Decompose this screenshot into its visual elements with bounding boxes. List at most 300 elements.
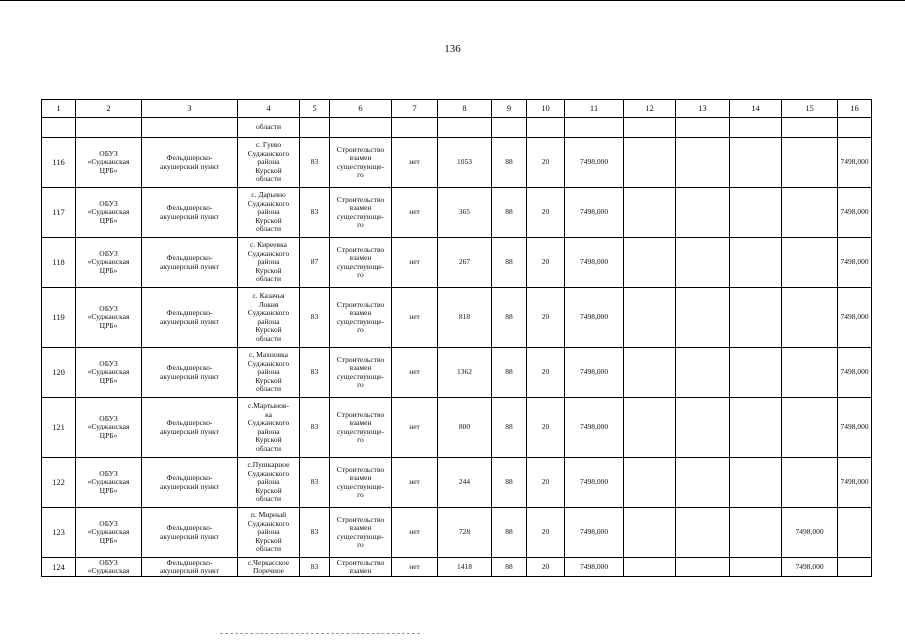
cell-line: района: [257, 207, 280, 217]
cell: [438, 118, 492, 138]
cell-line: ЦРБ»: [99, 215, 118, 225]
cell-col-6: [330, 138, 392, 188]
cell-col-12: [624, 458, 676, 508]
cell-col-2: [76, 188, 142, 238]
cell-col-13: [676, 238, 730, 288]
cell-line: взамен: [349, 473, 372, 482]
cell-col-4: [238, 398, 300, 458]
cell-line: взамен: [349, 203, 372, 212]
cell-line: го: [357, 380, 364, 389]
cell-col-15: [782, 238, 838, 288]
cell: [492, 118, 527, 138]
cell-line: взамен: [349, 363, 372, 372]
cell-col-16: [838, 508, 872, 558]
cell-col-8: 267: [438, 238, 492, 288]
cell-col-12: [624, 288, 676, 348]
cell-line: с. Дарьино: [251, 190, 286, 200]
cell-line: взамен: [349, 253, 372, 262]
cell-line: района: [257, 257, 280, 267]
cell-col-2: [76, 458, 142, 508]
cell-col-8: 1418: [438, 558, 492, 577]
cell-line: Фельдшерско-: [166, 203, 213, 212]
cell-col-1: 120: [42, 348, 76, 398]
cell-line: Суджанского: [247, 418, 290, 427]
cell-col-5: 83: [300, 508, 330, 558]
cell-line: Курской: [255, 265, 282, 275]
cell-col-2: [76, 398, 142, 458]
column-number-11: 11: [565, 100, 624, 118]
cell-col-7: нет: [392, 238, 438, 288]
cell-line: района: [257, 477, 280, 487]
cell-col-6: [330, 188, 392, 238]
cell-col-8: 1362: [438, 348, 492, 398]
cell-col-12: [624, 238, 676, 288]
cell-col-4: [238, 558, 300, 577]
cell-col-13: [676, 458, 730, 508]
cell-col-13: [676, 188, 730, 238]
cell-col-5: 83: [300, 138, 330, 188]
cell-line: акушерский пункт: [160, 316, 219, 326]
cell-line: ОБУЗ: [99, 198, 118, 208]
cell-line: Строительство: [336, 144, 385, 154]
cell-line: ЦРБ»: [99, 535, 118, 545]
column-number-13: 13: [676, 100, 730, 118]
table-row: [42, 288, 872, 348]
cell-line: области: [255, 384, 282, 394]
cell-line: «Суджанская: [87, 566, 130, 575]
cell: [624, 118, 676, 138]
cell-col-16: 7498,000: [838, 288, 872, 348]
cell: [392, 118, 438, 138]
cell-line: акушерский пункт: [160, 211, 219, 221]
cell-line: ка: [265, 409, 272, 419]
cell-line: существующе-: [336, 426, 385, 436]
cell-line: взамен: [349, 418, 372, 427]
cell-line: Поречное: [252, 566, 284, 575]
cell-line: с.Мартынов-: [248, 401, 289, 410]
cell-col-12: [624, 508, 676, 558]
cell-col-16: 7498,000: [838, 188, 872, 238]
cell-line: акушерский пункт: [160, 566, 219, 575]
cell-col-3: [142, 398, 238, 458]
cell-line: ЦРБ»: [99, 375, 118, 385]
cell-line: района: [257, 367, 280, 377]
cell-line: ОБУЗ: [99, 557, 118, 567]
cell-line: «Суджанская: [87, 477, 130, 487]
column-number-4: 4: [238, 100, 300, 118]
table-row: [42, 188, 872, 238]
cell-line: Суджанского: [247, 148, 290, 158]
column-number-16: 16: [838, 100, 872, 118]
cell-col-1: 121: [42, 398, 76, 458]
column-number-8: 8: [438, 100, 492, 118]
cell-line: Фельдшерско-: [166, 418, 213, 427]
cell-col-5: 83: [300, 348, 330, 398]
cell-col-5: 83: [300, 558, 330, 577]
cell-line: существующе-: [336, 531, 385, 541]
cell-col-10: 20: [527, 188, 565, 238]
cell-line: ОБУЗ: [99, 468, 118, 478]
cell-col-3: [142, 348, 238, 398]
cell-col-2: [76, 348, 142, 398]
cell-line: Фельдшерско-: [166, 308, 213, 317]
cell-col-4: [238, 238, 300, 288]
cell-col-12: [624, 138, 676, 188]
cell-col-4: [238, 138, 300, 188]
cell-line: акушерский пункт: [160, 161, 219, 171]
cell-line: района: [257, 426, 280, 436]
cell-line: Суджанского: [247, 358, 290, 368]
cell-col-12: [624, 188, 676, 238]
cell-col-14: [730, 138, 782, 188]
cell-line: Курской: [255, 165, 282, 175]
cell-line: Фельдшерско-: [166, 473, 213, 482]
cell-col-2: [76, 558, 142, 577]
cell-line: го: [357, 220, 364, 229]
cell-col-11: 7498,000: [565, 238, 624, 288]
cell-col-15: 7498,000: [782, 558, 838, 577]
cell-col-6: [330, 398, 392, 458]
cell-line: го: [357, 170, 364, 179]
cell-line: с. Казачья: [252, 291, 285, 300]
cell-line: Суджанского: [247, 198, 290, 208]
cell-col-9: 88: [492, 508, 527, 558]
cell-line: Фельдшерско-: [166, 363, 213, 372]
cell-col-4: [238, 508, 300, 558]
table-row: [42, 348, 872, 398]
cell-line: Курской: [255, 325, 282, 334]
cell-line: акушерский пункт: [160, 371, 219, 381]
cell-line: го: [357, 270, 364, 279]
cell-col-16: 7498,000: [838, 348, 872, 398]
cell-col-2: [76, 288, 142, 348]
cell-line: ЦРБ»: [99, 485, 118, 495]
cell-line: области: [255, 333, 282, 343]
cell-line: существующе-: [336, 371, 385, 381]
cell-col-6: [330, 288, 392, 348]
cell-col-8: 818: [438, 288, 492, 348]
cell-line: существующе-: [336, 161, 385, 171]
cell-col-2: [76, 238, 142, 288]
cell-line: с.Черкасское: [247, 557, 290, 567]
column-number-14: 14: [730, 100, 782, 118]
column-number-12: 12: [624, 100, 676, 118]
cell-line: Строительство: [336, 194, 385, 204]
cell-col-3: [142, 558, 238, 577]
cell-col-9: 88: [492, 188, 527, 238]
cell-line: «Суджанская: [87, 257, 130, 267]
column-number-2: 2: [76, 100, 142, 118]
cell-col-10: 20: [527, 458, 565, 508]
cell-col-5: 83: [300, 188, 330, 238]
cell-col-14: [730, 508, 782, 558]
cell-line: Суджанского: [247, 518, 290, 528]
cell-col-10: 20: [527, 508, 565, 558]
cell-col-9: 88: [492, 348, 527, 398]
cell-col-4: [238, 348, 300, 398]
cell: [676, 118, 730, 138]
cell-line: существующе-: [336, 211, 385, 221]
cell: [300, 118, 330, 138]
cell-line: Локня: [258, 299, 279, 309]
data-table: [41, 99, 872, 577]
cell-col-11: 7498,000: [565, 558, 624, 577]
cell-line: Курской: [255, 375, 282, 385]
cell-col-3: [142, 238, 238, 288]
cell: [330, 118, 392, 138]
cell-col-16: 7498,000: [838, 458, 872, 508]
cell-line: Курской: [255, 485, 282, 495]
cell-col-9: 88: [492, 398, 527, 458]
cell-line: «Суджанская: [87, 207, 130, 217]
cell-line: Фельдшерско-: [166, 253, 213, 262]
cell-col-13: [676, 558, 730, 577]
cell-line: «Суджанская: [87, 157, 130, 167]
cell-col-8: 728: [438, 508, 492, 558]
column-number-10: 10: [527, 100, 565, 118]
cell-col-13: [676, 508, 730, 558]
cell-col-15: [782, 398, 838, 458]
cell-line: «Суджанская: [87, 422, 130, 432]
column-number-row: [42, 100, 872, 118]
cell-col-14: [730, 238, 782, 288]
cell: [838, 118, 872, 138]
cell: [42, 118, 76, 138]
cell-line: с. Гуево: [255, 140, 282, 150]
cell-line: с. Махновка: [249, 350, 288, 360]
cell-col-10: 20: [527, 238, 565, 288]
table-row: [42, 398, 872, 458]
column-number-1: 1: [42, 100, 76, 118]
cell-line: го: [357, 490, 364, 499]
cell-line: области: [255, 494, 282, 504]
cell-col-5: 83: [300, 398, 330, 458]
cell-col-7: нет: [392, 188, 438, 238]
cell-col-15: 7498,000: [782, 508, 838, 558]
cell-line: ЦРБ»: [99, 320, 118, 330]
cell-col-11: 7498,000: [565, 458, 624, 508]
cell-col-1: 117: [42, 188, 76, 238]
cell-line: взамен: [349, 523, 372, 532]
cell-col-11: 7498,000: [565, 188, 624, 238]
cell-line: существующе-: [336, 261, 385, 271]
cell-col-10: 20: [527, 288, 565, 348]
cell-col-7: нет: [392, 508, 438, 558]
cell-col-16: 7498,000: [838, 138, 872, 188]
cell-line: Фельдшерско-: [166, 557, 213, 567]
cell: [782, 118, 838, 138]
cell-col-9: 88: [492, 458, 527, 508]
cell-col-14: [730, 458, 782, 508]
page-number: 136: [444, 43, 461, 55]
cell-col-14: [730, 348, 782, 398]
column-number-5: 5: [300, 100, 330, 118]
cell-col-13: [676, 288, 730, 348]
cell-col-11: 7498,000: [565, 398, 624, 458]
cell-col-6: [330, 458, 392, 508]
cell-col-10: 20: [527, 138, 565, 188]
cell-col-9: 88: [492, 288, 527, 348]
cell: [730, 118, 782, 138]
cell-col-3: [142, 508, 238, 558]
cell-col-6: [330, 558, 392, 577]
cell-col-9: 88: [492, 238, 527, 288]
cell-col-4: [238, 188, 300, 238]
cell-col-11: 7498,000: [565, 508, 624, 558]
cell-col-11: 7498,000: [565, 288, 624, 348]
cell-line: Строительство: [336, 557, 385, 567]
cell-line: Строительство: [336, 464, 385, 474]
cell-col-14: [730, 398, 782, 458]
cell: [76, 118, 142, 138]
cell-line: п. Мирный: [250, 510, 287, 520]
cell-col-6: [330, 348, 392, 398]
cell-col-15: [782, 138, 838, 188]
cell-col-15: [782, 348, 838, 398]
cell-line: Фельдшерско-: [166, 523, 213, 532]
scan-artifact: [220, 633, 420, 635]
cell-line: с. Киреевка: [250, 240, 287, 250]
cell-col-3: [142, 458, 238, 508]
cell-col-12: [624, 348, 676, 398]
cell-line: ОБУЗ: [99, 303, 118, 313]
cell-col-7: нет: [392, 558, 438, 577]
cell-col-5: 83: [300, 288, 330, 348]
cell-line: Курской: [255, 215, 282, 225]
cell-line: района: [257, 527, 280, 537]
cell-col-1: 116: [42, 138, 76, 188]
cell-col-9: 88: [492, 558, 527, 577]
cell-col-13: [676, 398, 730, 458]
column-number-6: 6: [330, 100, 392, 118]
cell-line: взамен: [349, 308, 372, 317]
cell-col-7: нет: [392, 398, 438, 458]
cell-col-6: [330, 508, 392, 558]
cell-col-5: 87: [300, 238, 330, 288]
cell-line: области: [255, 224, 282, 234]
cell-col-12: [624, 398, 676, 458]
cell-col-8: 1053: [438, 138, 492, 188]
cell-col-6: [330, 238, 392, 288]
cell-line: акушерский пункт: [160, 426, 219, 436]
cell-line: Строительство: [336, 409, 385, 419]
cell-line: области: [255, 274, 282, 284]
cell-col-1: 124: [42, 558, 76, 577]
cell-line: Курской: [255, 435, 282, 444]
cell-col-8: 365: [438, 188, 492, 238]
cell-col-15: [782, 188, 838, 238]
cell-col-8: 244: [438, 458, 492, 508]
cell-line: Суджанского: [247, 468, 290, 478]
cell-line: ОБУЗ: [99, 148, 118, 158]
table-row: [42, 558, 872, 577]
cell-line: с.Пушкарное: [247, 460, 290, 470]
cell-line: «Суджанская: [87, 367, 130, 377]
cell-line: Строительство: [336, 244, 385, 254]
cell-col-4: [238, 458, 300, 508]
cell-line: взамен: [349, 566, 372, 575]
cell-col-16: 7498,000: [838, 238, 872, 288]
cell-col-16: [838, 558, 872, 577]
cell-line: района: [257, 316, 280, 326]
cell-col-1: 118: [42, 238, 76, 288]
cell-col-13: [676, 138, 730, 188]
cell-col-1: 123: [42, 508, 76, 558]
cell-col-14: [730, 558, 782, 577]
cell-col-7: нет: [392, 458, 438, 508]
cell-line: района: [257, 157, 280, 167]
cell-col-10: 20: [527, 398, 565, 458]
cell-col-7: нет: [392, 138, 438, 188]
cell-line: го: [357, 325, 364, 334]
continuation-row: [42, 118, 872, 138]
cell-col-14: [730, 288, 782, 348]
cell-line: акушерский пункт: [160, 531, 219, 541]
cell-col-15: [782, 288, 838, 348]
top-rule: [0, 0, 905, 1]
cell-col-3: [142, 288, 238, 348]
cell-col-15: [782, 458, 838, 508]
table-row: [42, 458, 872, 508]
cell-line: ОБУЗ: [99, 248, 118, 258]
column-number-9: 9: [492, 100, 527, 118]
cell-col-3: [142, 138, 238, 188]
cell-line: взамен: [349, 153, 372, 162]
cell-col-10: 20: [527, 348, 565, 398]
cell-line: Суджанского: [247, 308, 290, 317]
cell-col-7: нет: [392, 288, 438, 348]
cell-col-11: 7498,000: [565, 138, 624, 188]
cell-col-8: 800: [438, 398, 492, 458]
cell-line: го: [357, 540, 364, 549]
table-row: [42, 508, 872, 558]
cell-line: существующе-: [336, 316, 385, 326]
cell-line: Фельдшерско-: [166, 153, 213, 162]
cell-line: Курской: [255, 535, 282, 545]
cell-line: ЦРБ»: [99, 165, 118, 175]
cell-line: Суджанского: [247, 248, 290, 258]
cell-line: го: [357, 435, 364, 444]
table-row: [42, 238, 872, 288]
cell-col-11: 7498,000: [565, 348, 624, 398]
cell-col-16: 7498,000: [838, 398, 872, 458]
table-row: [42, 138, 872, 188]
cell-line: ОБУЗ: [99, 358, 118, 368]
cell-col-2: [76, 138, 142, 188]
cell-col-5: 83: [300, 458, 330, 508]
cell-line: акушерский пункт: [160, 481, 219, 491]
cell-col-2: [76, 508, 142, 558]
cell-col-10: 20: [527, 558, 565, 577]
cell-line: ОБУЗ: [99, 413, 118, 423]
cell: [142, 118, 238, 138]
cell-line: ЦРБ»: [99, 430, 118, 440]
cell-col-7: нет: [392, 348, 438, 398]
cell-line: «Суджанская: [87, 312, 130, 322]
cell-line: области: [255, 174, 282, 184]
cell-line: Строительство: [336, 299, 385, 309]
column-number-15: 15: [782, 100, 838, 118]
cell-col-3: [142, 188, 238, 238]
cell-line: «Суджанская: [87, 527, 130, 537]
cell-line: Строительство: [336, 354, 385, 364]
cell: [527, 118, 565, 138]
cell-line: существующе-: [336, 481, 385, 491]
column-number-3: 3: [142, 100, 238, 118]
cell: [565, 118, 624, 138]
column-number-7: 7: [392, 100, 438, 118]
cell-line: области: [255, 544, 282, 554]
